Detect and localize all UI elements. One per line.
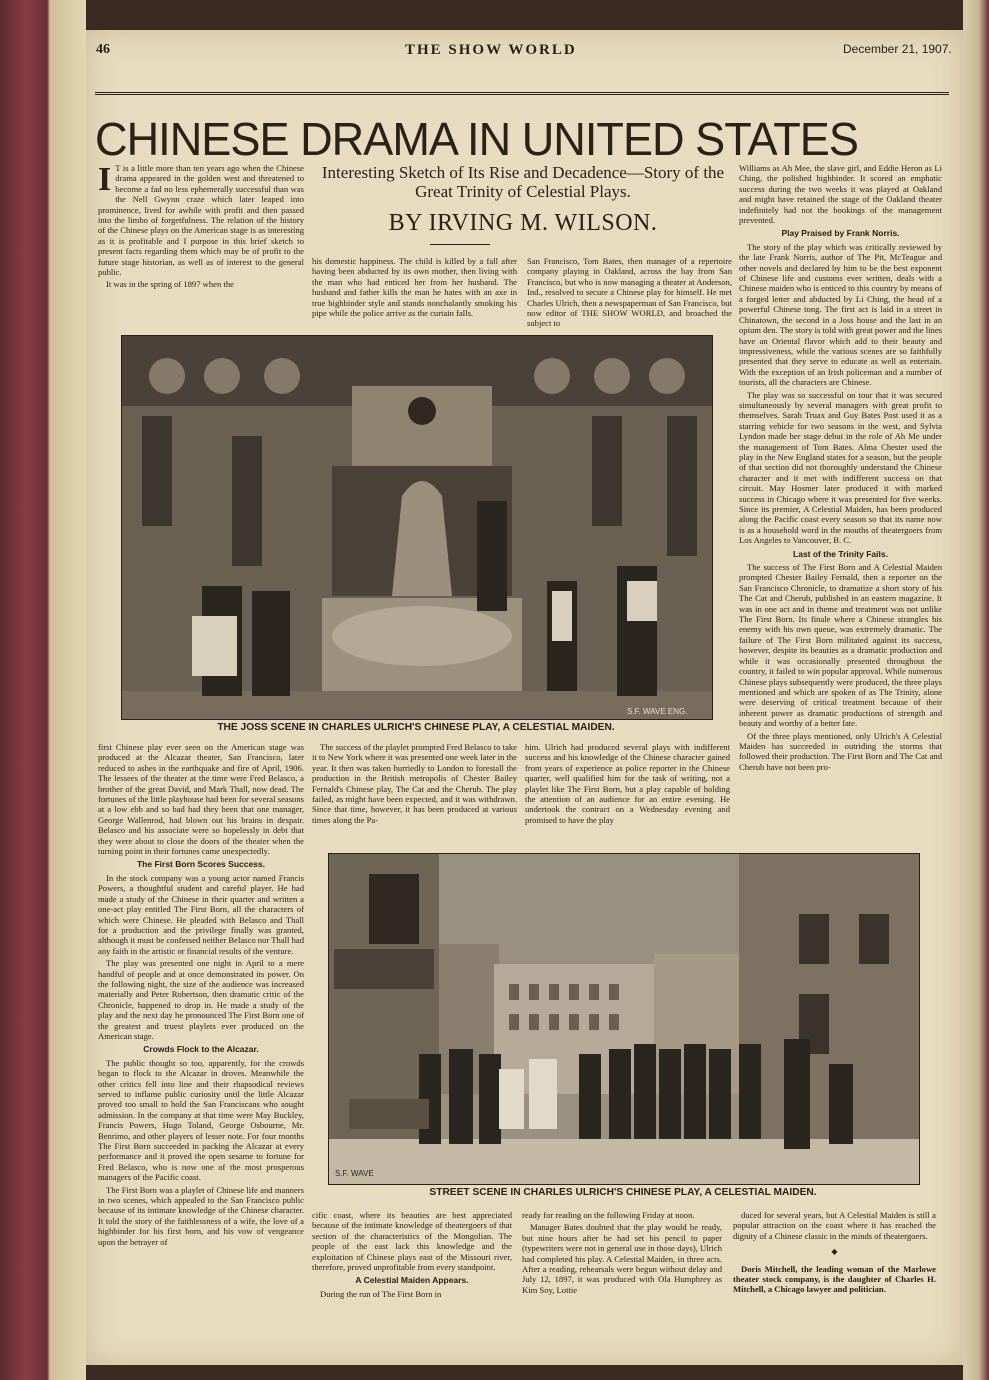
street-scene-illustration	[329, 854, 919, 1184]
joss-scene-illustration	[122, 336, 712, 719]
paragraph: ready for reading on the following Friday at noon.	[522, 1210, 695, 1220]
paragraph: Of the three plays mentioned, only Ulrich's A Celestial Maiden has succeeded in outriding the storms that followed their production. The First Born and The Cat and Cherub have not been pro-	[739, 730, 942, 772]
page-number: 46	[96, 42, 110, 57]
paragraph: him. Ulrich had produced several plays with indifferent success and his knowledge of the Chinese character gained from years of experience as police reporter in the Chinese quarter, well qualified him for the task of writing, not a playlet like The First Born, but a play capable of holding the attention of an audience for an entire evening. He undertook the contract on a Wednesday evening and promised to have the play	[525, 742, 730, 825]
issue-date: December 21, 1907.	[843, 42, 952, 56]
column-3-middle	[525, 742, 730, 850]
paragraph: first Chinese play ever seen on the American stage was produced at the Alcazar theater, San Francisco, later reduced to ashes in the earthquake and fire of April, 1906. The lessees of the theater at the time were Fred Belasco, a brother of the great David, and Mark Thall, now dead. The fortunes of the little playhouse had been for several seasons at a low ebb and so bad had they been that one manager, George Wallenrod, had blown out his brains in despair. Belasco and his associate were so hopelessly in debt that they were about to close the doors of the theater when the turning point in their fortunes came unexpectedly.	[98, 742, 304, 857]
joss-scene-caption: THE JOSS SCENE IN CHARLES ULRICH'S CHINESE PLAY, A CELESTIAL MAIDEN.	[217, 722, 615, 733]
header-rule	[95, 92, 949, 95]
engraver-credit: S.F. WAVE	[335, 1169, 374, 1178]
byline: BY IRVING M. WILSON.	[388, 210, 658, 236]
paragraph: During the run of The First Born in	[320, 1288, 442, 1299]
section-divider: ◆	[831, 1247, 838, 1257]
subhead: The First Born Scores Success.	[136, 859, 266, 870]
paragraph: The play was presented one night in April to a mere handful of people and at once demonstrated its power. On the following night, the size of the audience was increased materially and Peter Robertson, then dramatic critic of the Chronicle, happened to drop in. He made a study of the play and the next day he pronounced The First Born one of the greatest and truest playlets ever produced on the American stage.	[98, 958, 304, 1041]
personal-note: Doris Mitchell, the leading woman of the Marlowe theater stock company, is the daughter of Charles H. Mitchell, a Chicago lawyer and politician.	[733, 1263, 936, 1295]
paragraph: cific coast, where its beauties are best appreciated because of the intimate knowledge of theatergoers of that section of the characteristics of the Mongolian. The people of the east lack this knowledge and the exploitation of Chinese plays east of the Missouri river, therefore, proved unprofitable from every standpoint.	[312, 1210, 512, 1273]
paragraph: The First Born was a playlet of Chinese life and manners in two scenes, which appealed to the San Francisco public because of its intimate knowledge of the Chinese character. It told the story of the faithlessness of a wife, the love of a highbinder for his first born, and his vow of vengeance upon the betrayer of	[98, 1184, 304, 1247]
column-3-top	[527, 256, 732, 328]
headline: CHINESE DRAMA IN UNITED STATES	[95, 113, 858, 165]
paragraph: his domestic happiness. The child is killed by a fall after having been abducted by its own mother, then living with the man who had enticed her from her husband. The husband and father kills the man he hates with an axe in true highbinder style and stands nonchalantly smoking his pipe while the police arrive as the curtain falls.	[312, 256, 517, 319]
subhead: Crowds Flock to the Alcazar.	[143, 1044, 259, 1055]
book-binding	[0, 0, 86, 1380]
subhead: Last of the Trinity Fails.	[793, 548, 888, 559]
street-scene-caption: STREET SCENE IN CHARLES ULRICH'S CHINESE PLAY, A CELESTIAL MAIDEN.	[429, 1187, 817, 1198]
paragraph: The story of the play which was critically reviewed by the late Frank Norris, author of The Pit, McTeague and other novels and declared by him to be the best exponent of Chinese life and customs ever written, deals with a Chinese maiden who is enticed to this country by means of a forged letter and abducted by Li Ching, the head of a powerful Chinese tong. The first act is laid in a street in Chinatown, the second in a Joss house and the last in an opium den. The story is told with great power and the lines have an Oriental flavor which add to their beauty and impressiveness, while the various scenes are so faithfully presented that they serve to educate as well as entertain. With the exception of an Irish policeman and a number of tourists, all the characters are Chinese.	[739, 241, 942, 388]
paragraph: Manager Bates doubted that the play would be ready, but nine hours after he had set his pencil to paper (typewriters were not in general use in those days), Ulrich had completed his play. A Celestial Maiden, in three acts. After a reading, rehearsals were begun without delay and July 12, 1897, it was produced with Ola Humphrey as Kim Soy, Lottie	[522, 1222, 722, 1295]
paragraph: The public thought so too, apparently, for the crowds began to flock to the Alcazar in droves. Meanwhile the other critics fell into line and their rhapsodical reviews served to inflame public curiosity until the little Alcazar proved too small to hold the San Franciscans who sought admission. In the company at that time were May Buckley, Francis Powers, Hugo Toland, George Osbourne, Mr. Benrimo, and other players of lesser note. For four months The First Born succeeded in packing the Alcazar at every performance and it proved the open sesame to fortune for Fred Belasco, who is now one of the most prosperous managers of the Pacific coast.	[98, 1057, 304, 1183]
subhead: Play Praised by Frank Norris.	[781, 228, 900, 239]
subheadline: Interesting Sketch of Its Rise and Decadence—Story of the Great Trinity of Celestial Plays.	[321, 163, 725, 201]
publication-name: THE SHOW WORLD	[405, 42, 577, 58]
drop-cap: I	[98, 163, 112, 198]
joss-scene-photo	[121, 335, 713, 720]
paragraph: San Francisco, Tom Bates, then manager of a repertoire company playing in Oakland, across the bay from San Francisco, but who is now managing a theater at Anderson, Ind., resolved to secure a Chinese play for himself. He met Charles Ulrich, then a newspaperman of San Francisco, but now editor of THE SHOW WORLD, and broached the subject to	[527, 256, 732, 328]
column-3-bottom	[522, 1210, 722, 1316]
column-4-bottom	[733, 1210, 936, 1316]
paragraph: The success of the playlet prompted Fred Belasco to take it to New York where it was presented one week later in the year. It then was taken hurriedly to London to forestall the production in the British metropolis of Chester Bailey Fernald's Chinese play, The Cat and the Cherub. The play failed, as might have been expected, and it was withdrawn. Since that time, however, it has been produced at various times along the Pa-	[312, 742, 517, 825]
paragraph: T is a little more than ten years ago when the Chinese drama appeared in the golden west and threatened to become a fad no less ephemerally successful than was the Nell Gwynn craze which later leaped into prominence, lived for awhile with profit and then passed into the limbo of forgetfulness. The relation of the history of the Chinese plays on the American stage is as interesting as it is profitable and I purpose in this brief sketch to present facts regarding them which may be of profit to the future stage historian, as well as of interest to the general public.	[98, 163, 304, 278]
byline-rule	[430, 244, 490, 245]
column-2-middle	[312, 742, 517, 850]
paragraph: Williams as Ah Mee, the slave girl, and Eddie Heron as Li Ching, the polished highbinder. It scored an emphatic success during the two weeks it was played at Oakland and might have retained the stage of the Oakland theater indefinitely had not the bookings of the management prevented.	[739, 163, 942, 226]
paragraph: The success of The First Born and A Celestial Maiden prompted Chester Bailey Fernald, then a reporter on the San Francisco Chronicle, to dramatize a short story of his The Cat and Cherub, published in an eastern magazine. It was in one act and in theme and treatment was not unlike The First Born. Its finale where a Chinese strangles his enemy with his own queue, was extremely dramatic. The failure of The First Born militated against its success, however, despite its beauties as a dramatic production and while it was occasionally presented throughout the country, it failed to win popular approval. While numerous Chinese plays subsequently were produced, the three plays mentioned and which are spoken of as The Trinity, alone were deserving of critical treatment because of their inherent power as dramatic productions of strength and beauty and worthy of a better fate.	[739, 562, 942, 729]
column-4	[739, 163, 942, 851]
column-1-top	[98, 163, 304, 327]
subhead: A Celestial Maiden Appears.	[355, 1275, 469, 1286]
paragraph: duced for several years, but A Celestial Maiden is still a popular attraction on the coast where it has reached the dignity of a Chinese classic in the minds of theatergoers.	[733, 1210, 936, 1241]
paragraph: It was in the spring of 1897 when the	[106, 279, 234, 290]
column-1-bottom	[98, 742, 304, 1316]
street-scene-photo	[328, 853, 920, 1185]
column-2-top	[312, 256, 517, 328]
paragraph: In the stock company was a young actor named Francis Powers, a thoughtful student and careful player. He had made a study of the Chinese in their quarter and written a one-act play entitled The First Born, all the characters of which were Chinese. He pleaded with Belasco and Thall for a production and the privilege finally was granted, although it must be confessed neither Belasco nor Thall had any faith in the artistic or financial results of the venture.	[98, 872, 304, 956]
engraver-credit: S.F. WAVE ENG.	[627, 707, 688, 716]
paragraph: The play was so successful on tour that it was secured simultaneously by several managers with great profit to themselves. Sarah Truax and Guy Bates Post used it as a starring vehicle for two seasons in the west, and Sylvia Lyndon made her stage debut in the role of Ah Me under the management of Tom Bates. Alma Chester used the play in the New England states for a season, but the people of that section did not thoroughly understand the Chinese character and it met with indifferent success on that circuit. May Hosmer later produced it with marked success in Chicago where it was presented for five weeks. Since its premier, A Celestial Maiden, has been produced along the Pacific coast every season so that its name now is as a household word in the mouths of theatergoers from Los Angeles to Vancouver, B. C.	[739, 389, 942, 546]
next-page-edge	[963, 0, 989, 1380]
column-2-bottom	[312, 1210, 512, 1316]
